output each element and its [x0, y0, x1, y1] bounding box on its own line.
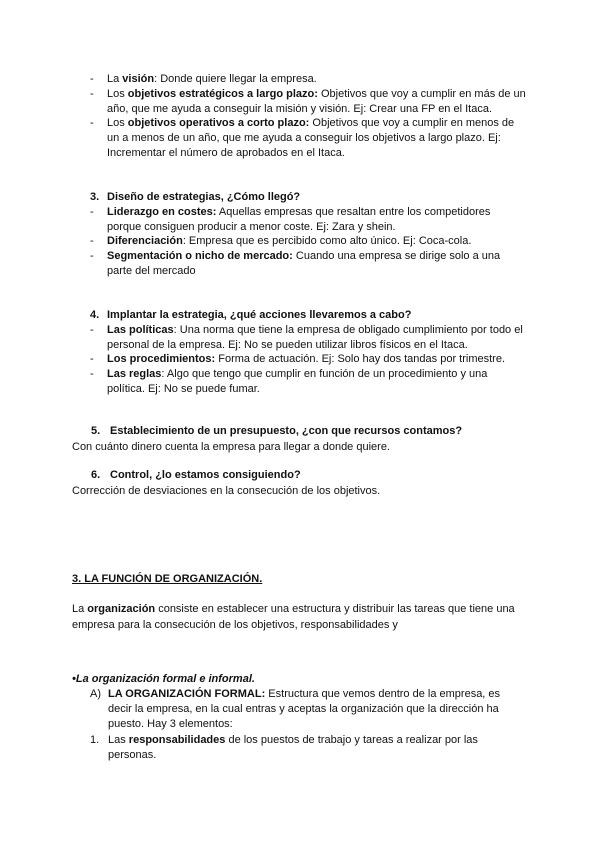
list-label: A)	[90, 688, 101, 700]
paragraph-text: La	[72, 603, 88, 615]
subsection-bullet: •	[72, 673, 76, 685]
list-bullet: -	[90, 324, 94, 336]
list-bullet: -	[90, 235, 94, 247]
item-text: Las	[108, 734, 129, 746]
list-item-rules	[107, 367, 527, 397]
item-term: Liderazgo en costes:	[107, 206, 217, 218]
item-text: : Una norma que tiene la empresa de obligado cumplimiento por todo el personal de la empresa. Ej: No se pueden utilizar libros físicos en el Itaca.	[107, 324, 523, 351]
subsection-title	[72, 672, 255, 687]
item-text: Cuando una empresa se dirige solo a una parte del mercado	[107, 250, 501, 277]
list-bullet: -	[90, 368, 94, 380]
step-description: Con cuánto dinero cuenta la empresa para llegar a donde quiere.	[72, 441, 390, 453]
step-title: Implantar la estrategia, ¿qué acciones llevaremos a cabo?	[107, 309, 412, 321]
step-number: 3.	[90, 191, 100, 203]
item-text: de los puestos de trabajo y tareas a realizar por las personas.	[108, 734, 478, 761]
subsection-title-text: La organización formal e informal.	[75, 673, 255, 685]
list-item-short-term-goals	[107, 116, 527, 161]
list-bullet: -	[90, 206, 94, 218]
item-term: Segmentación o nicho de mercado:	[107, 250, 293, 262]
item-term: Diferenciación	[107, 235, 183, 247]
step-number: 4.	[90, 309, 100, 321]
item-text: Aquellas empresas que resaltan entre los competidores porque consiguen producir a menor coste. Ej: Zara y shein.	[107, 206, 491, 233]
step-title: Establecimiento de un presupuesto, ¿con que recursos contamos?	[110, 425, 463, 437]
list-item-procedures	[107, 352, 527, 367]
item-text: La	[107, 73, 123, 85]
item-term: Los procedimientos:	[107, 353, 216, 365]
list-bullet: -	[90, 88, 94, 100]
step-number: 6.	[91, 469, 101, 481]
paragraph-text: consiste en establecer una estructura y distribuir las tareas que tiene una empresa para la consecución de los objetivos, responsabilidades y	[72, 603, 515, 631]
item-text: Forma de actuación. Ej: Solo hay dos tandas por trimestre.	[215, 353, 505, 365]
list-bullet: -	[90, 353, 94, 365]
list-bullet: -	[90, 73, 94, 85]
section-heading: 3. LA FUNCIÓN DE ORGANIZACIÓN.	[72, 573, 263, 585]
item-term: Las políticas	[107, 324, 174, 336]
item-text: Objetivos que voy a cumplir en más de un año, que me ayuda a conseguir la misión y visión. Ej: Crear una FP en el Itaca.	[107, 88, 526, 115]
list-label: 1.	[90, 734, 100, 746]
item-text: Los	[107, 117, 128, 129]
item-term: responsabilidades	[128, 734, 226, 746]
item-term: visión	[122, 73, 155, 85]
item-text: Estructura que vemos dentro de la empresa, es decir la empresa, en la cual entras y aceptas la organización que la dirección ha puesto. Hay 3 elementos:	[108, 688, 501, 730]
item-term: Las reglas	[107, 368, 162, 380]
list-item-policies	[107, 323, 527, 353]
list-item-cost-leadership	[107, 205, 527, 235]
list-bullet: -	[90, 117, 94, 129]
list-item-responsibilities	[108, 733, 508, 763]
list-item-differentiation	[107, 234, 527, 249]
item-term: LA ORGANIZACIÓN FORMAL:	[108, 688, 266, 700]
item-text: Objetivos que voy a cumplir en menos de un a menos de un año, que me ayuda a conseguir los objetivos a largo plazo. Ej: Incrementar el número de aprobados en el Itaca.	[107, 117, 515, 159]
item-text: : Empresa que es percibido como alto único. Ej: Coca-cola.	[182, 235, 472, 247]
list-item-long-term-goals	[107, 87, 527, 117]
list-item-vision	[107, 72, 527, 87]
step-title: Diseño de estrategias, ¿Cómo llegó?	[107, 191, 301, 203]
list-item-formal-organization	[108, 687, 508, 732]
item-term: objetivos estratégicos a largo plazo:	[127, 88, 318, 100]
paragraph-term: organización	[87, 603, 156, 615]
list-bullet: -	[90, 250, 94, 262]
list-item-segmentation	[107, 249, 527, 279]
item-text: : Donde quiere llegar la empresa.	[154, 73, 317, 85]
step-title: Control, ¿lo estamos consiguiendo?	[110, 469, 301, 481]
step-description: Corrección de desviaciones en la consecución de los objetivos.	[72, 485, 381, 497]
item-text: : Algo que tengo que cumplir en función de un procedimiento y una política. Ej: No se puede fumar.	[107, 368, 488, 395]
item-term: objetivos operativos a corto plazo:	[127, 117, 310, 129]
organization-paragraph	[72, 601, 542, 633]
step-number: 5.	[91, 425, 101, 437]
item-text: Los	[107, 88, 128, 100]
